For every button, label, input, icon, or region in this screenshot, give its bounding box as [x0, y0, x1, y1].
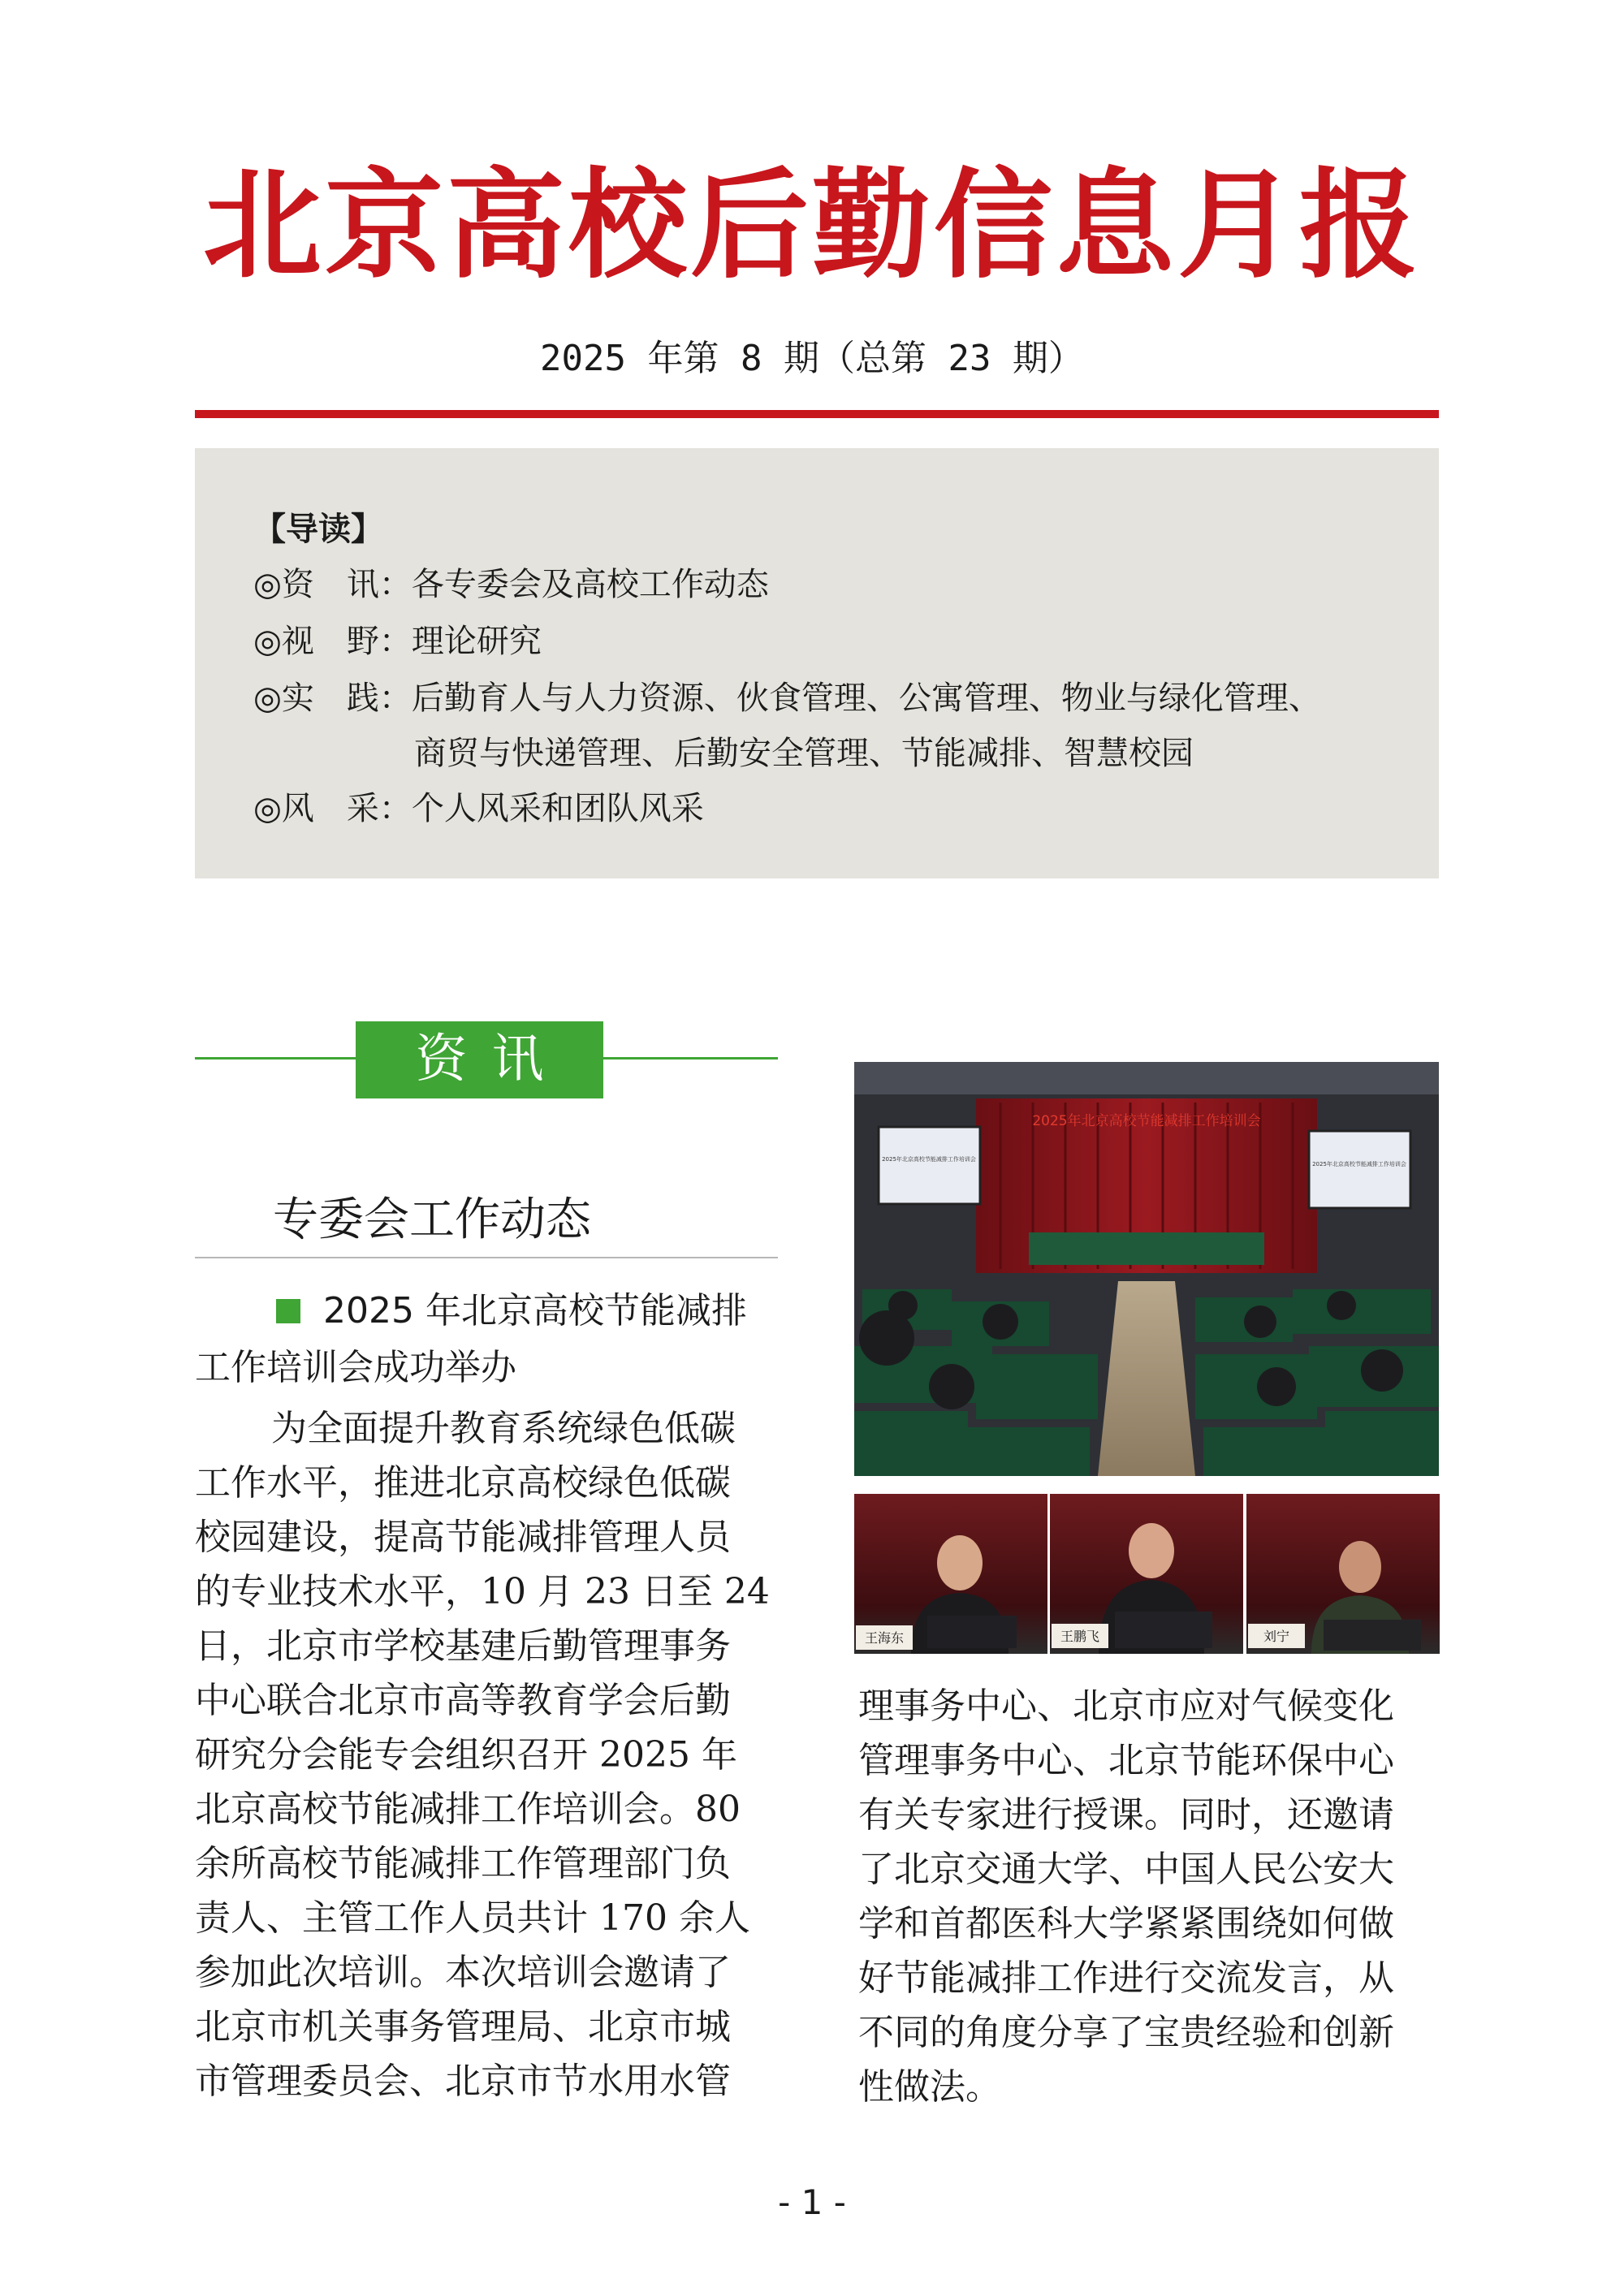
stage-banner: 2025年北京高校节能减排工作培训会: [1032, 1113, 1261, 1129]
article-title-line-2: 工作培训会成功举办: [195, 1347, 516, 1388]
venue-photo-illustration: [854, 1062, 1439, 1476]
guide-title: 【导读】: [253, 511, 383, 548]
body-line: 有关专家进行授课。同时，还邀请: [858, 1794, 1394, 1836]
guide-line-vision: ◎视 野：理论研究: [253, 623, 542, 660]
body-line: 不同的角度分享了宝贵经验和创新: [858, 2012, 1394, 2053]
section-rule-left: [195, 1057, 356, 1060]
speaker-2-illustration: [1050, 1494, 1243, 1654]
section-label: 资讯: [356, 1021, 603, 1098]
body-line: 北京高校节能减排工作培训会。80: [195, 1789, 741, 1830]
body-line: 学和首都医科大学紧紧围绕如何做: [858, 1903, 1394, 1944]
body-line: 为全面提升教育系统绿色低碳: [271, 1408, 736, 1449]
body-line: 市管理委员会、北京市节水用水管: [195, 2061, 731, 2102]
speaker-photo-3: [1246, 1494, 1440, 1654]
speaker-photo-2: [1050, 1494, 1243, 1654]
body-line: 性做法。: [858, 2066, 1001, 2108]
section-rule-right: [603, 1057, 778, 1060]
body-line: 研究分会能专会组织召开 2025 年: [195, 1734, 737, 1776]
body-line: 的专业技术水平，10 月 23 日至 24: [195, 1571, 770, 1612]
guide-line-news: ◎资 讯：各专委会及高校工作动态: [253, 566, 769, 603]
body-line: 北京市机关事务管理局、北京市城: [195, 2006, 731, 2048]
body-line: 了北京交通大学、中国人民公安大: [858, 1849, 1394, 1890]
title-bullet: [276, 1299, 300, 1323]
body-line: 好节能减排工作进行交流发言，从: [858, 1957, 1394, 1999]
training-venue-photo: [854, 1062, 1439, 1476]
speaker-3-illustration: [1246, 1494, 1440, 1654]
body-line: 管理事务中心、北京节能环保中心: [858, 1740, 1394, 1781]
speaker-photo-1: [854, 1494, 1047, 1654]
subheading-divider: [195, 1257, 778, 1258]
speaker-name-3: 刘宁: [1263, 1629, 1290, 1644]
body-line: 责人、主管工作人员共计 170 余人: [195, 1897, 750, 1939]
body-line: 参加此次培训。本次培训会邀请了: [195, 1952, 731, 1993]
speaker-1-illustration: [854, 1494, 1047, 1654]
masthead-divider: [195, 410, 1439, 418]
body-line: 工作水平，推进北京高校绿色低碳: [195, 1462, 731, 1504]
speaker-name-2: 王鹏飞: [1060, 1629, 1100, 1644]
guide-line-style: ◎风 采：个人风采和团队风采: [253, 790, 704, 827]
body-line: 余所高校节能减排工作管理部门负: [195, 1843, 731, 1884]
body-line: 理事务中心、北京市应对气候变化: [858, 1685, 1394, 1727]
screen-left-text: 2025年北京高校节能减排工作培训会: [882, 1156, 976, 1163]
page-number: - 1 -: [778, 2182, 846, 2222]
subheading: 专委会工作动态: [273, 1193, 591, 1246]
speaker-name-1: 王海东: [864, 1630, 905, 1646]
guide-line-practice: ◎实 践：后勤育人与人力资源、伙食管理、公寓管理、物业与绿化管理、: [253, 680, 1321, 717]
body-line: 日，北京市学校基建后勤管理事务: [195, 1625, 731, 1667]
body-line: 中心联合北京市高等教育学会后勤: [195, 1680, 731, 1721]
article-title-line-1: 2025 年北京高校节能减排: [323, 1290, 747, 1331]
body-line: 校园建设，提高节能减排管理人员: [195, 1517, 731, 1558]
screen-right-text: 2025年北京高校节能减排工作培训会: [1312, 1161, 1406, 1167]
masthead-title: 北京高校后勤信息月报: [203, 156, 1421, 295]
guide-line-practice-cont: 商贸与快递管理、后勤安全管理、节能减排、智慧校园: [414, 735, 1194, 772]
issue-number: 2025 年第 8 期（总第 23 期）: [540, 338, 1084, 379]
